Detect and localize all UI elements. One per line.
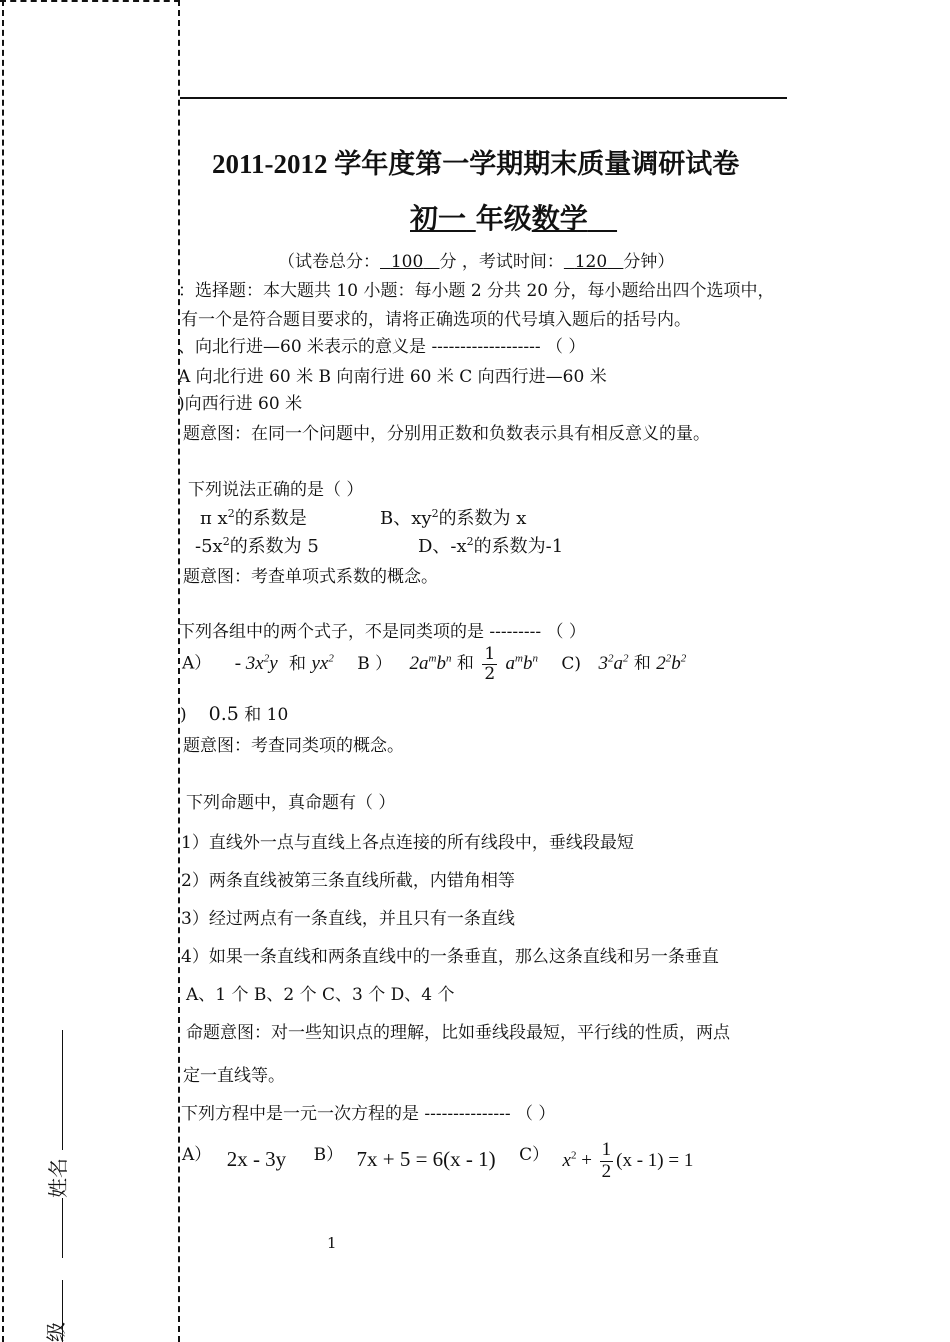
- q3-c-expr1: $3^2a^2$: [598, 652, 629, 674]
- q3-c-label: C): [561, 653, 582, 674]
- q3-a-expr2: $yx^2$: [311, 652, 334, 674]
- q4-options: A、1 个 B、2 个 C、3 个 D、4 个: [186, 985, 455, 1005]
- q1-options-line2: )向西行进 60 米: [178, 394, 303, 414]
- binding-top-marks: [0, 0, 180, 2]
- q3-c-expr2: $2^2b^2$: [656, 652, 687, 674]
- q4-statement-3: 3）经过两点有一条直线，并且只有一条直线: [181, 909, 515, 929]
- q2-option-a: π $x^2$的系数是: [200, 507, 307, 529]
- q4-stem: 下列命题中，真命题有（ ）: [186, 793, 396, 813]
- q4-intent-line1: 命题意图：对一些知识点的理解，比如垂线段最短，平行线的性质，两点: [186, 1023, 730, 1043]
- q4-statement-4: 4）如果一条直线和两条直线中的一条垂直，那么这条直线和另一条垂直: [181, 947, 719, 967]
- binding-cut-line-left: [2, 0, 4, 1342]
- q3-stem: 下列各组中的两个式子，不是同类项的是 --------- （ ）: [178, 622, 586, 642]
- grade-spacer: [466, 202, 476, 235]
- q5-c-label: C）: [519, 1145, 550, 1165]
- page-number: 1: [327, 1234, 337, 1252]
- exam-meta: [278, 247, 674, 272]
- q2-option-d: D、$-x^2$的系数为-1: [418, 535, 564, 557]
- grade-value: 初一: [410, 202, 467, 235]
- meta-prefix: （试卷总分：: [278, 252, 380, 272]
- name-label: 姓名: [46, 1158, 70, 1198]
- q5-c-fraction: $\frac{1}{2}$: [601, 1139, 612, 1182]
- q5-c-expr: $x^2$ + $\frac{1}{2}$ (x - 1) = 1: [562, 1139, 694, 1182]
- q5-a-label: A）: [182, 1145, 212, 1165]
- section-intro-line2: 有一个是符合题目要求的，请将正确选项的代号填入题后的括号内。: [181, 310, 691, 330]
- q3-b-expr2: $a^mb^n$: [505, 652, 538, 674]
- q3-intent: 题意图：考查同类项的概念。: [183, 736, 404, 756]
- q3-option-d: ) 0.5 和 10: [180, 703, 289, 725]
- q2-stem: 下列说法正确的是（ ）: [188, 480, 364, 500]
- q3-b-fraction: $\frac{1}{2}$: [484, 644, 496, 684]
- exam-title: 2011-2012 学年度第一学期期末质量调研试卷: [212, 149, 740, 179]
- q2-option-b: B、$xy^2$的系数为 x: [380, 507, 527, 529]
- q5-options-row: [182, 1140, 693, 1183]
- name-underline-lower: [62, 1198, 63, 1258]
- q3-b-expr1: $2a^mb^n$: [409, 652, 452, 674]
- q3-options-row: [182, 645, 686, 683]
- q3-a-label: A）: [182, 653, 212, 674]
- q5-b-label: B）: [313, 1145, 344, 1165]
- exam-subtitle: [410, 197, 617, 237]
- q3-b-and: 和: [456, 653, 474, 674]
- header-rule: [180, 97, 787, 99]
- section-intro-line1: ：选择题：本大题共 10 小题：每小题 2 分共 20 分，每小题给出四个选项中，: [178, 281, 775, 301]
- q3-a-and: 和: [289, 653, 307, 674]
- meta-mid: 分 ，考试时间：: [439, 252, 564, 272]
- meta-suffix: 分钟）: [623, 252, 675, 272]
- grade-label: 年级: [475, 202, 532, 235]
- q4-statement-1: 1）直线外一点与直线上各点连接的所有线段中，垂线段最短: [181, 833, 634, 853]
- total-score: 100: [390, 252, 424, 272]
- binding-cut-line-right: [178, 0, 180, 1342]
- q3-a-expr1: - $3x^2y$: [234, 652, 278, 674]
- q1-stem: 、向北行进—60 米表示的意义是 ------------------- （ ）: [178, 337, 586, 357]
- subject-value: 数学: [531, 202, 588, 235]
- q3-b-label: B ）: [357, 653, 393, 674]
- name-underline: [62, 1030, 63, 1150]
- q5-stem: 下列方程中是一元一次方程的是 --------------- （ ）: [181, 1104, 556, 1124]
- q1-intent: 题意图：在同一个问题中，分别用正数和负数表示具有相反意义的量。: [183, 424, 710, 444]
- q4-statement-2: 2）两条直线被第三条直线所截，内错角相等: [181, 871, 515, 891]
- q5-a-expr: 2x - 3y: [226, 1146, 287, 1171]
- q5-b-expr: 7x + 5 = 6(x - 1): [356, 1146, 496, 1171]
- q3-c-and: 和: [633, 653, 651, 674]
- exam-time: 120: [574, 252, 608, 272]
- q1-options-line1: A 向北行进 60 米 B 向南行进 60 米 C 向西行进—60 米: [178, 367, 607, 387]
- q4-intent-line2: 定一直线等。: [183, 1066, 285, 1086]
- q2-option-c: $-5x^2$的系数为 5: [195, 535, 319, 557]
- q2-intent: 题意图：考查单项式系数的概念。: [183, 567, 438, 587]
- class-label: 级: [44, 1322, 68, 1342]
